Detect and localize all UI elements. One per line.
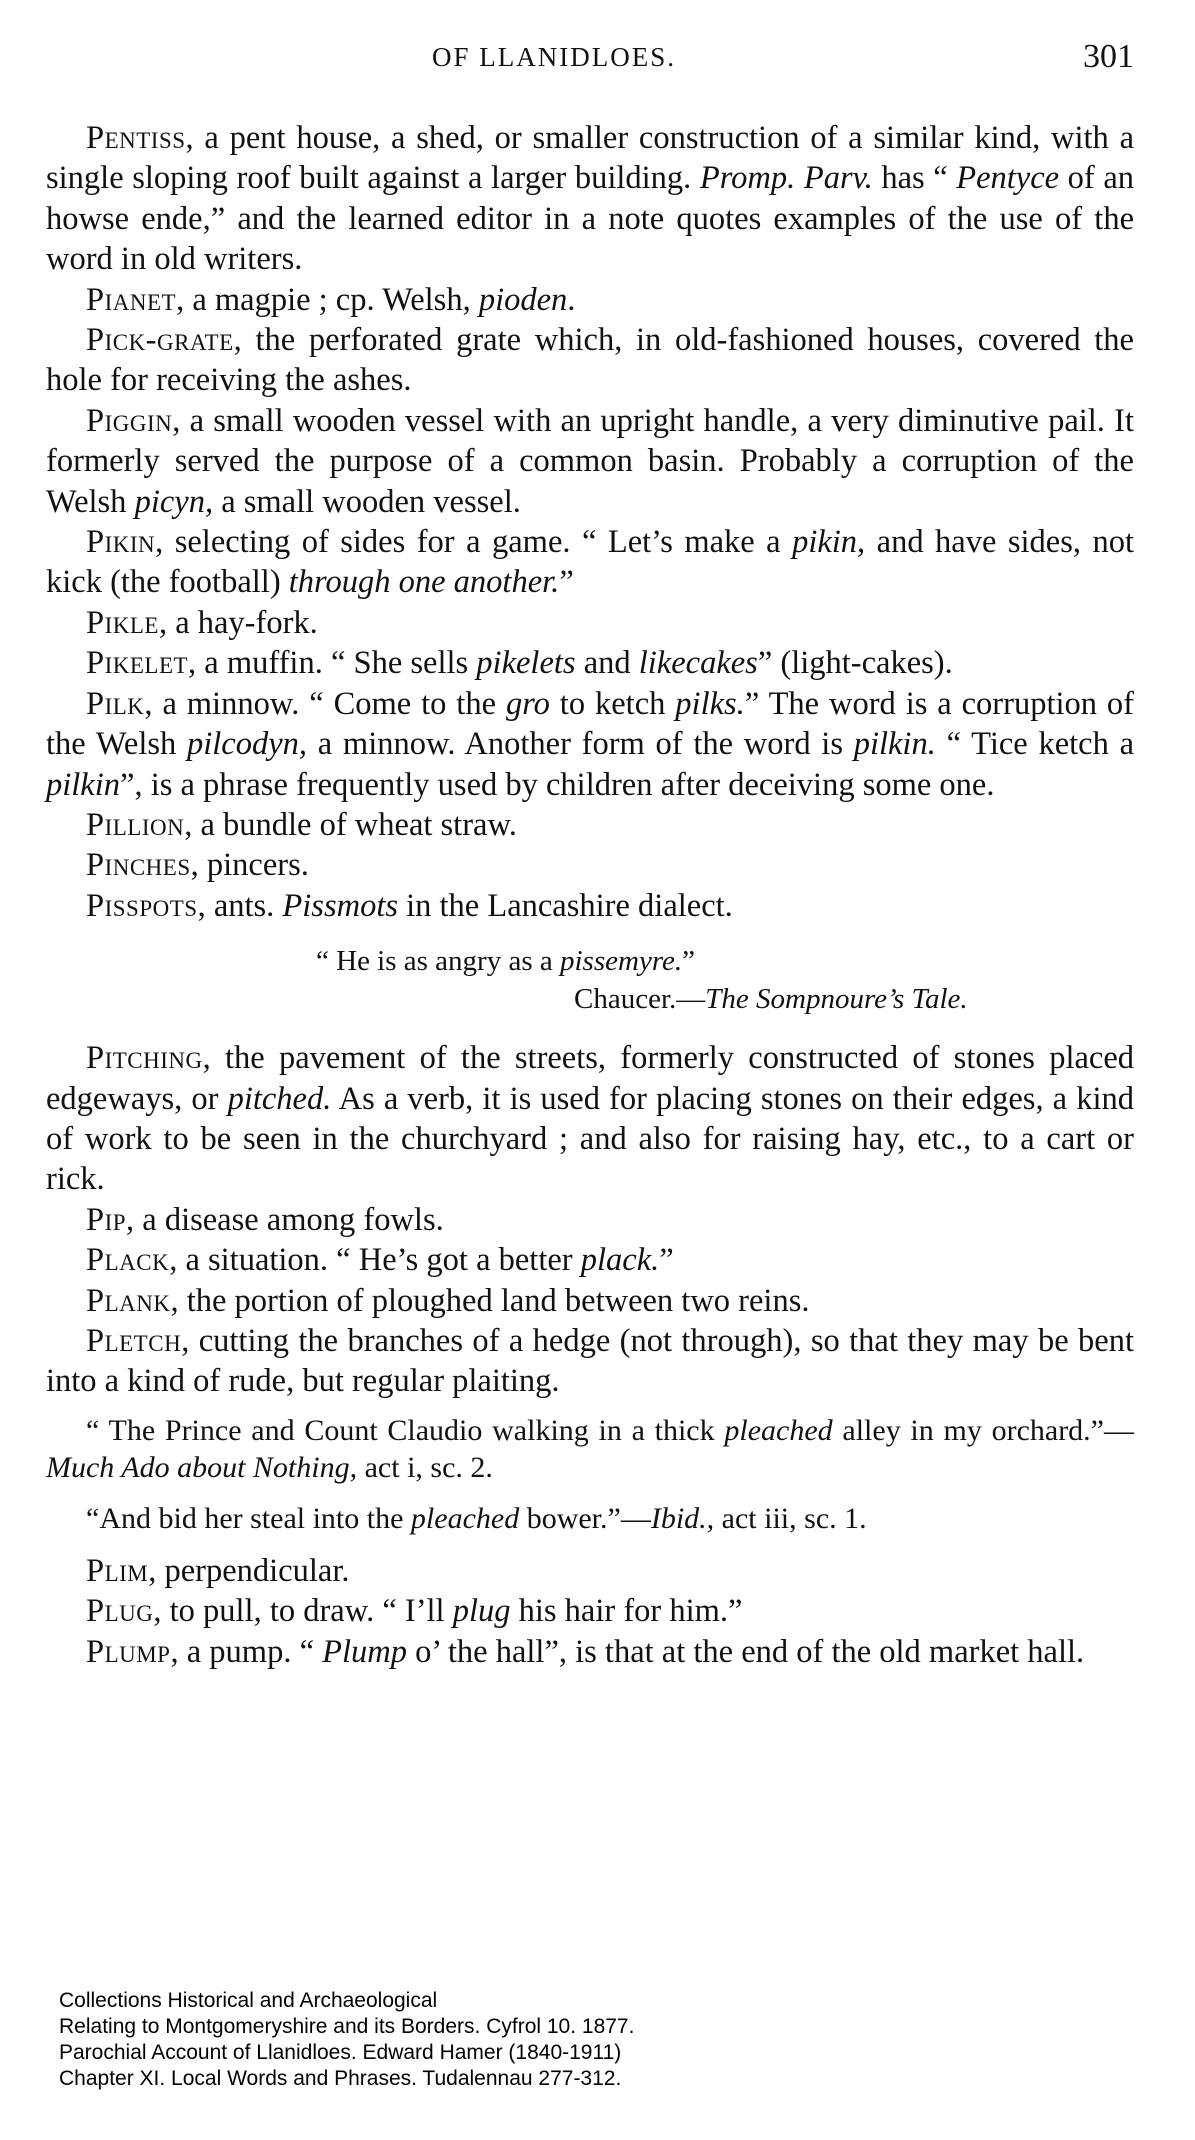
caption-line: Chapter XI. Local Words and Phrases. Tudalennau 277-312. <box>59 2067 622 2090</box>
verse-line: “ He is as angry as a pissemyre.” <box>316 945 696 978</box>
verse-quotation <box>46 942 1134 1018</box>
headword: Pick-grate <box>86 322 234 359</box>
glossary-entry-pilk: Pilk, a minnow. “ Come to the gro to ketch pilks.” The word is a corruption of the Welsh pilcodyn, a minnow. Another form of the word is pilkin. “ Tice ketch a pilkin”, is a phrase frequently used by children after deceiving some one. <box>46 685 1134 803</box>
headword: Pletch <box>86 1322 182 1359</box>
quotation-much-ado: “ The Prince and Count Claudio walking in a thick pleached alley in my orchard.”—Much Ado about Nothing, act i, sc. 2. <box>46 1413 1135 1484</box>
headword: Pitching <box>86 1040 203 1077</box>
headword: Pikelet <box>86 645 189 682</box>
glossary-entry-pillion: Pillion, a bundle of wheat straw. <box>86 806 517 843</box>
running-title: OF LLANIDLOES. <box>432 42 676 72</box>
headword: Plim <box>86 1552 149 1589</box>
headword: Pikin <box>86 524 156 561</box>
source-caption <box>59 1988 634 2092</box>
glossary-entry-pick-grate: Pick-grate, the perforated grate which, in old-fashioned houses, covered the hole for receiving the ashes. <box>46 322 1134 399</box>
glossary-entry-pianet: Pianet, a magpie ; cp. Welsh, pioden. <box>86 281 576 318</box>
headword: Pinches <box>86 847 191 884</box>
running-header <box>46 38 1134 78</box>
glossary-entry-pletch: Pletch, cutting the branches of a hedge (not through), so that they may be bent into a kind of rude, but regular plaiting. <box>46 1322 1134 1400</box>
headword: Pianet <box>86 281 177 318</box>
headword: Pisspots <box>86 887 198 924</box>
glossary-entry-pip: Pip, a disease among fowls. <box>86 1201 444 1238</box>
glossary-entry-pentiss: Pentiss, a pent house, a shed, or smaller construction of a similar kind, with a single sloping roof built against a larger building. Promp. Parv. has “ Pentyce of an howse ende,” and the learned editor in a note quotes examples of the use of the word in old writers. <box>46 120 1135 278</box>
shakespeare-quotations <box>46 1412 1134 1537</box>
quotation-ibid: “And bid her steal into the pleached bower.”—Ibid., act iii, sc. 1. <box>86 1501 867 1535</box>
headword: Plug <box>86 1593 154 1630</box>
glossary-entry-pitching: Pitching, the pavement of the streets, formerly constructed of stones placed edgeways, or pitched. As a verb, it is used for placing stones on their edges, a kind of work to be seen in the churchyard ; and also for raising hay, etc., to a cart or rick. <box>46 1040 1134 1198</box>
headword: Pip <box>86 1201 127 1238</box>
glossary-entry-plank: Plank, the portion of ploughed land between two reins. <box>86 1282 810 1319</box>
caption-line: Collections Historical and Archaeological <box>59 1989 438 2012</box>
glossary-entry-piggin: Piggin, a small wooden vessel with an upright handle, a very diminutive pail. It formerly served the purpose of a common basin. Probably a corruption of the Welsh picyn, a small wooden vessel. <box>46 402 1134 520</box>
glossary-entry-pikle: Pikle, a hay-fork. <box>86 604 318 641</box>
glossary-entry-pisspots: Pisspots, ants. Pissmots in the Lancashire dialect. <box>86 887 733 924</box>
glossary-entry-pikelet: Pikelet, a muffin. “ She sells pikelets and likecakes” (light-cakes). <box>86 645 953 682</box>
headword: Pillion <box>86 806 185 843</box>
headword: Piggin <box>86 402 173 439</box>
verse-source: Chaucer.—The Sompnoure’s Tale. <box>574 983 968 1016</box>
page-number: 301 <box>1083 38 1134 75</box>
headword: Plack <box>86 1242 170 1279</box>
glossary-entry-plump: Plump, a pump. “ Plump o’ the hall”, is that at the end of the old market hall. <box>86 1633 1085 1670</box>
headword: Pilk <box>86 685 145 722</box>
headword: Plank <box>86 1282 171 1319</box>
caption-line: Relating to Montgomeryshire and its Borders. Cyfrol 10. 1877. <box>59 2015 635 2038</box>
glossary-text <box>46 118 1134 1672</box>
headword: Plump <box>86 1633 171 1670</box>
headword: Pikle <box>86 604 159 641</box>
caption-line: Parochial Account of Llanidloes. Edward Hamer (1840-1911) <box>59 2041 622 2064</box>
glossary-entry-pikin: Pikin, selecting of sides for a game. “ Let’s make a pikin, and have sides, not kick (the football) through one another.” <box>46 524 1135 601</box>
glossary-entry-plack: Plack, a situation. “ He’s got a better plack.” <box>86 1242 674 1279</box>
glossary-entry-pinches: Pinches, pincers. <box>86 847 309 884</box>
glossary-entry-plim: Plim, perpendicular. <box>86 1552 350 1589</box>
glossary-entry-plug: Plug, to pull, to draw. “ I’ll plug his hair for him.” <box>86 1593 743 1630</box>
headword: Pentiss <box>86 120 186 156</box>
